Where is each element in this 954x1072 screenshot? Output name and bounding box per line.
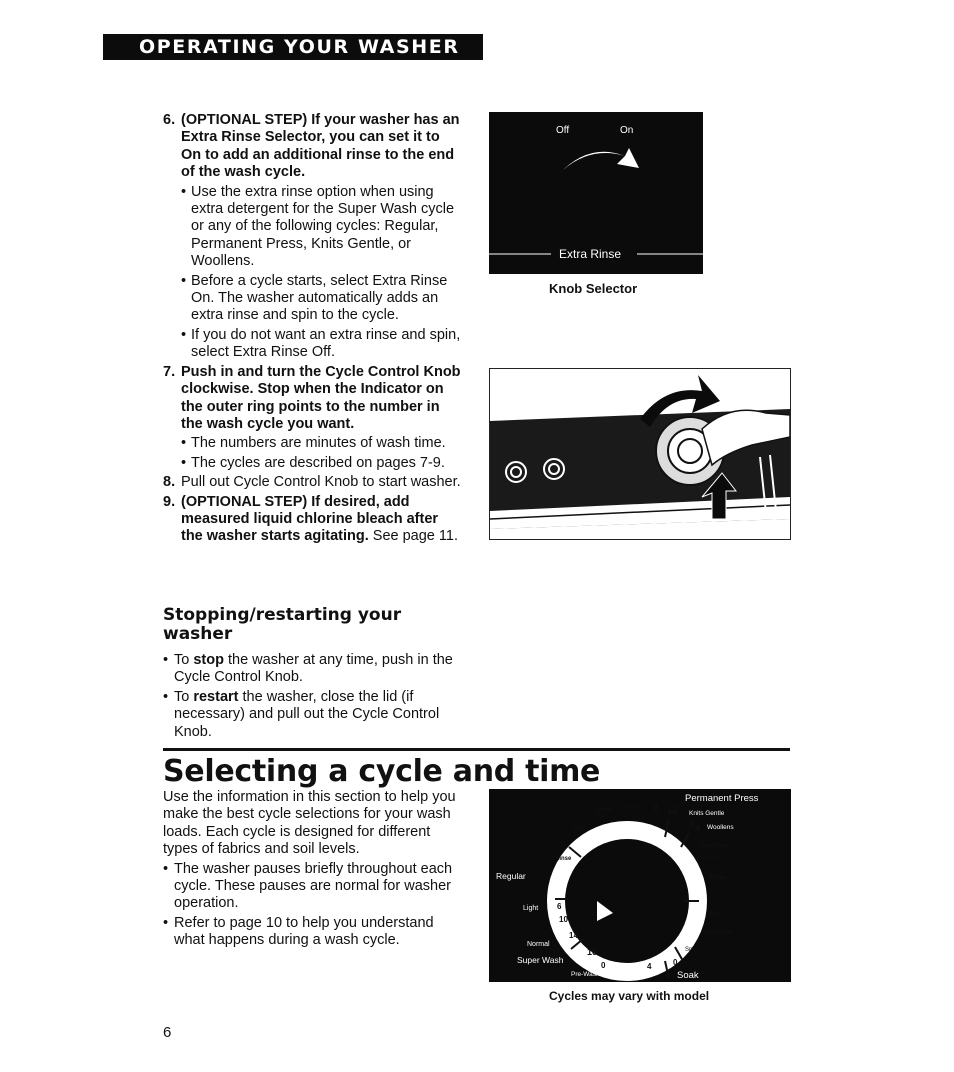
dial-number-6: 6 <box>689 819 695 829</box>
dial-label-regular: Regular <box>496 871 526 881</box>
dial-number-4: 4 <box>695 823 701 833</box>
step-text: Pull out Cycle Control Knob to start washer. <box>181 474 461 491</box>
knob-selector-caption: Knob Selector <box>549 281 638 296</box>
dial-label-extra-rinse: Extra Rinse <box>705 930 733 936</box>
section-intro <box>163 789 463 952</box>
step-6 <box>163 112 463 362</box>
step-9 <box>163 494 463 546</box>
bullet-text: the washer, close the lid (if necessary) and pull out the Cycle Control Knob. <box>174 688 440 740</box>
bullet-item: • Before a cycle starts, select Extra Rinse On. The washer automatically adds an extra rinse and spin to the cycle. <box>181 273 463 325</box>
intro-paragraph: Use the information in this section to help you make the best cycle selections for your wash loads. Each cycle is designed for different types of fabrics and soil levels. <box>163 789 456 858</box>
bullet-text: To <box>174 652 194 668</box>
dial-label-permanent-press: Permanent Press <box>685 793 759 804</box>
washer-panel-figure <box>489 368 791 540</box>
knob-on-label: On <box>620 125 634 136</box>
dial-number-10: 10 <box>559 915 568 924</box>
step-number: 9. <box>163 493 176 510</box>
dial-label-rinse-left: Rinse <box>555 856 572 862</box>
page-number: 6 <box>163 1024 172 1041</box>
step-8 <box>163 474 463 491</box>
dial-number-6-left: 6 <box>557 902 562 911</box>
dial-number-14: 14 <box>569 931 578 940</box>
bullet-item: • Refer to page 10 to help you understand what happens during a wash cycle. <box>163 915 463 950</box>
knob-pointer-icon <box>559 148 639 174</box>
bullet-item: • The numbers are minutes of wash time. <box>181 435 463 452</box>
extra-rinse-knob-figure <box>489 112 703 274</box>
bullet-item: • The cycles are described on pages 7-9. <box>181 455 463 472</box>
dial-label-light: Light <box>523 905 539 912</box>
bullet-item: • The washer pauses briefly throughout each cycle. These pauses are normal for washer operation. <box>163 861 463 913</box>
section-title: Selecting a cycle and time <box>163 754 601 789</box>
dial-label-pause: Pause <box>703 855 718 861</box>
bullet-text: the washer at any time, push in the Cycle Control Knob. <box>174 652 453 686</box>
stopping-restarting-list <box>163 650 453 743</box>
bullet-keyword: stop <box>193 652 224 668</box>
dial-center <box>565 839 689 963</box>
dial-label-rinse-right: Rinse <box>709 875 726 881</box>
step-instruction: (OPTIONAL STEP) If your washer has an Extra Rinse Selector, you can set it to On to add an additional rinse to the end of the wash cycle. <box>181 112 460 181</box>
step-number: 6. <box>163 112 176 128</box>
dial-number-4-bottom: 4 <box>647 962 652 971</box>
dial-label-pre-wash: Pre-Wash <box>571 971 600 978</box>
dial-label-spin-right: Spin <box>709 911 722 917</box>
washer-control-illustration <box>490 369 790 539</box>
dial-label-extra: Extra <box>597 807 611 813</box>
stopping-restarting-heading: Stopping/restarting your washer <box>163 605 402 644</box>
section-divider <box>163 748 790 751</box>
section-banner: OPERATING YOUR WASHER <box>103 34 483 60</box>
step-instruction: (OPTIONAL STEP) If desired, add measured liquid chlorine bleach after the washer starts agitating. <box>181 493 439 545</box>
cycle-dial-illustration <box>489 789 791 982</box>
dial-number-0-right: 0 <box>673 958 678 967</box>
bullet-item: • If you do not want an extra rinse and spin, select Extra Rinse Off. <box>181 327 463 362</box>
step-number: 8. <box>163 474 176 491</box>
bullet-item: • Use the extra rinse option when using extra detergent for the Super Wash cycle or any of the following cycles: Regular, Permanent Press, Knits Gentle, or Woollens. <box>181 184 463 271</box>
dial-number-0: 0 <box>653 803 659 813</box>
cycle-dial-figure <box>489 789 791 982</box>
dial-number-16: 16 <box>587 947 598 957</box>
bullet-text: To <box>174 688 194 705</box>
knob-off-label: Off <box>556 125 570 136</box>
knob-extra-rinse-label: Extra Rinse <box>559 247 622 261</box>
bullet-item <box>163 689 453 741</box>
extra-rinse-knob-illustration <box>489 112 703 274</box>
dial-number-0-bottom: 0 <box>601 961 606 970</box>
dial-label-spin-left: Spin <box>571 826 584 832</box>
bullet-item <box>163 652 453 687</box>
dial-label-super-wash: Super Wash <box>517 955 564 965</box>
dial-label-cool-down: Cool Down <box>699 843 728 849</box>
step-page-ref: See page 11. <box>368 528 458 545</box>
dial-label-woollens: Woollens <box>707 824 734 831</box>
step-instruction: Push in and turn the Cycle Control Knob clockwise. Stop when the Indicator on the outer ring points to the number in the wash cycle you want. <box>181 363 461 432</box>
dial-label-soak: Soak <box>677 970 699 981</box>
cycle-dial-caption: Cycles may vary with model <box>549 989 710 1003</box>
dial-label-extra-rinse-short: Rinse <box>595 814 608 820</box>
dial-label-knits-gentle: Knits Gentle <box>689 810 725 817</box>
operating-steps <box>163 112 463 548</box>
dial-label-spin-bottom: Spin <box>685 947 698 953</box>
dial-number-12: 12 <box>667 805 678 815</box>
step-7 <box>163 364 463 472</box>
step-number: 7. <box>163 363 176 380</box>
bullet-keyword: restart <box>193 688 239 705</box>
step-body <box>181 494 463 546</box>
dial-label-normal: Normal <box>527 941 550 948</box>
dial-label-spin-top: Spin <box>625 805 638 811</box>
